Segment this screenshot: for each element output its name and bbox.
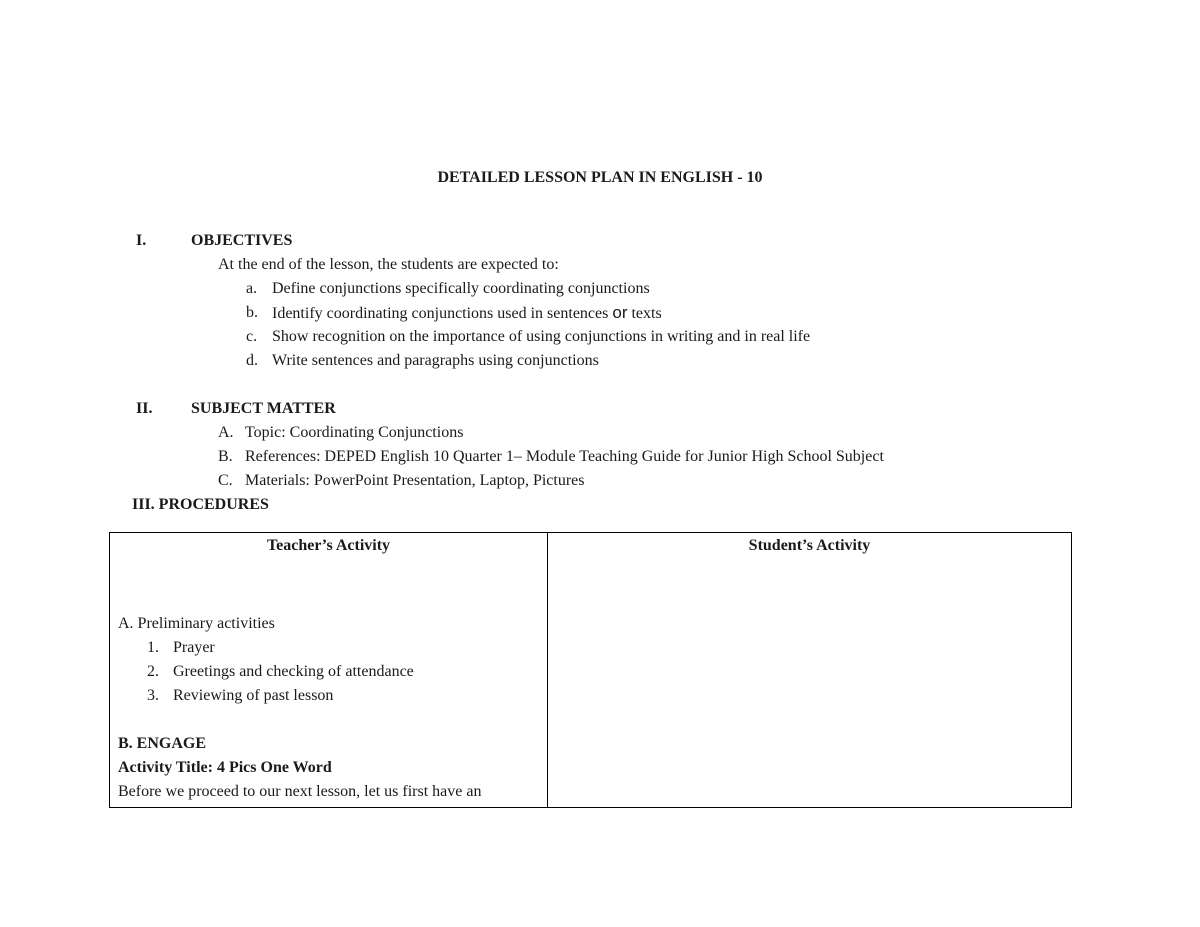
objective-item-b xyxy=(272,303,662,324)
subject-marker-b: B. xyxy=(218,448,233,465)
engage-heading: B. ENGAGE xyxy=(118,735,207,752)
table-header-student: Student’s Activity xyxy=(748,537,871,554)
objective-item-a: Define conjunctions specifically coordinating conjunctions xyxy=(272,280,650,297)
objective-item-b-before: Identify coordinating conjunctions used in sentences xyxy=(272,305,613,322)
objective-marker-b: b. xyxy=(246,304,258,321)
procedures-table xyxy=(109,532,1072,808)
engage-text: Before we proceed to our next lesson, let us first have an xyxy=(118,783,482,800)
preliminary-marker-3: 3. xyxy=(147,687,159,704)
preliminary-item-prayer: Prayer xyxy=(173,639,215,656)
subject-item-topic: Topic: Coordinating Conjunctions xyxy=(245,424,464,441)
objective-marker-d: d. xyxy=(246,352,258,369)
subject-item-references: References: DEPED English 10 Quarter 1– Module Teaching Guide for Junior High School Subject xyxy=(245,448,884,465)
section-numeral-objectives: I. xyxy=(136,232,147,249)
objective-item-d: Write sentences and paragraphs using conjunctions xyxy=(272,352,599,369)
subject-marker-c: C. xyxy=(218,472,233,489)
objectives-intro: At the end of the lesson, the students are expected to: xyxy=(218,256,559,273)
document-title: DETAILED LESSON PLAN IN ENGLISH - 10 xyxy=(437,169,763,186)
preliminary-marker-2: 2. xyxy=(147,663,159,680)
section-heading-subject-matter: SUBJECT MATTER xyxy=(191,400,336,417)
subject-item-materials: Materials: PowerPoint Presentation, Laptop, Pictures xyxy=(245,472,585,489)
objective-marker-c: c. xyxy=(246,328,258,345)
section-numeral-subject-matter: II. xyxy=(136,400,153,417)
subject-marker-a: A. xyxy=(218,424,234,441)
preliminary-item-greetings: Greetings and checking of attendance xyxy=(173,663,414,680)
preliminary-marker-1: 1. xyxy=(147,639,159,656)
objective-item-c: Show recognition on the importance of using conjunctions in writing and in real life xyxy=(272,328,811,345)
preliminary-heading: A. Preliminary activities xyxy=(118,615,275,632)
activity-title: Activity Title: 4 Pics One Word xyxy=(118,759,332,776)
objective-marker-a: a. xyxy=(246,280,258,297)
table-column-divider xyxy=(547,533,548,807)
section-heading-objectives: OBJECTIVES xyxy=(191,232,293,249)
objective-item-b-after: texts xyxy=(627,305,662,322)
preliminary-item-review: Reviewing of past lesson xyxy=(173,687,334,704)
table-header-teacher: Teacher’s Activity xyxy=(266,537,391,554)
objective-item-b-or: or xyxy=(612,303,628,322)
section-heading-procedures: III. PROCEDURES xyxy=(132,496,269,513)
